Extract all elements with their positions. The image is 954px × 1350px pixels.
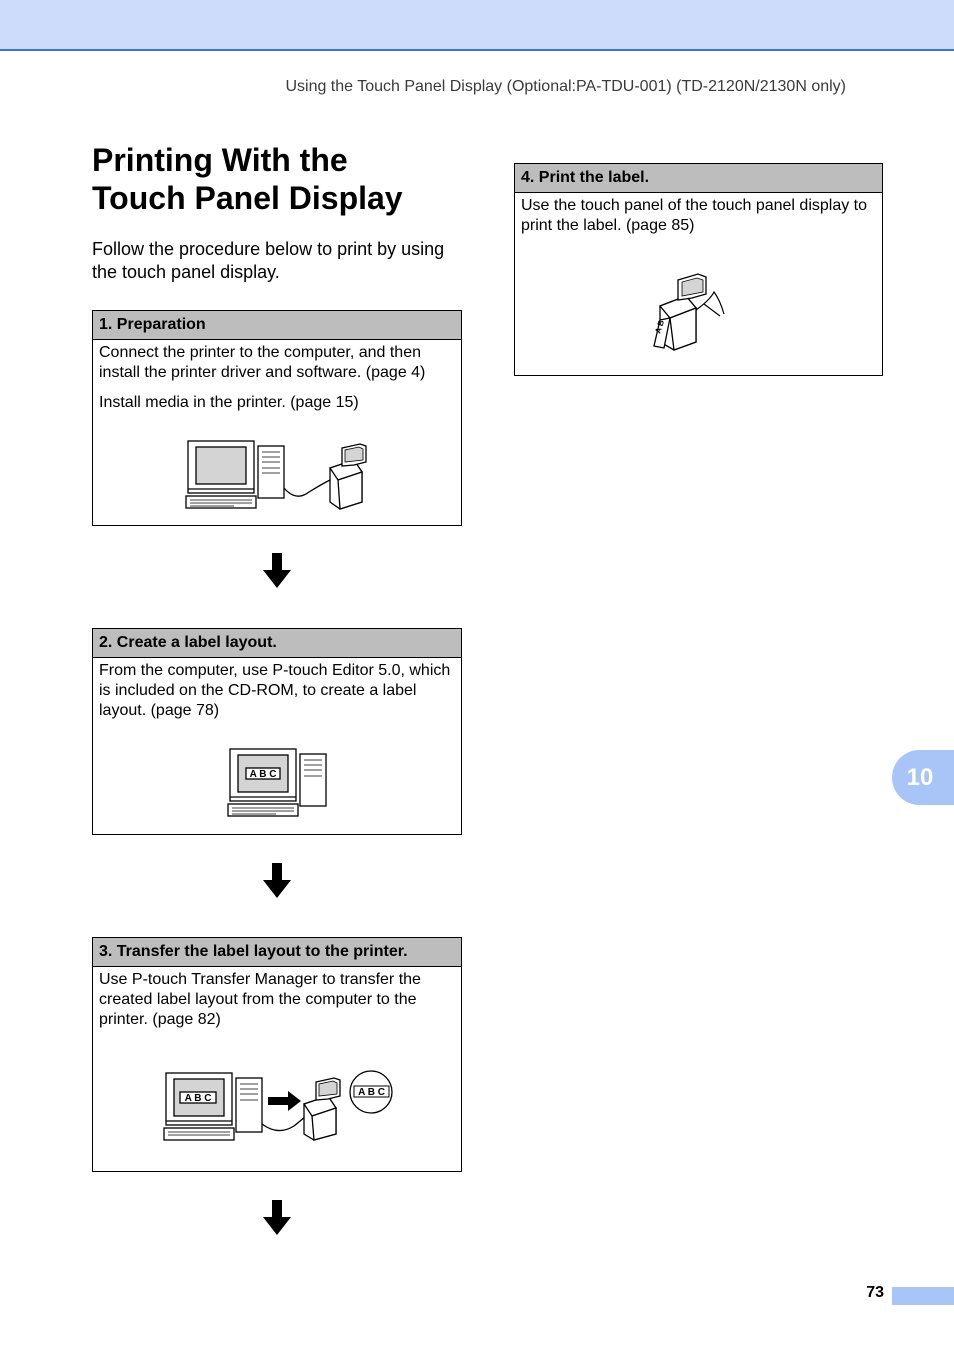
bubble-label-text: A B C: [358, 1087, 385, 1098]
chapter-tab: 10: [892, 750, 954, 805]
page-title: [92, 141, 403, 217]
step-1-text-2: Install media in the printer. (page 15): [99, 394, 359, 411]
step-3-body: [93, 967, 461, 1030]
down-arrow-1: [262, 553, 292, 589]
step-3-text-1: Use P-touch Transfer Manager to transfer the created label layout from the computer to the printer. (page 82): [99, 971, 421, 1028]
page-number-tab: [892, 1287, 954, 1305]
step-1-heading: 1. Preparation: [93, 311, 461, 340]
step-3-heading: 3. Transfer the label layout to the printer.: [93, 938, 461, 967]
screen-label-text: A B C: [249, 769, 277, 780]
print-label-illustration: [650, 270, 728, 354]
running-header: Using the Touch Panel Display (Optional:PA-TDU-001) (TD-2120N/2130N only): [285, 78, 846, 95]
down-arrow-2: [262, 863, 292, 899]
step-2-body: [93, 658, 461, 721]
step-4-heading: 4. Print the label.: [515, 164, 882, 193]
tape-label-text: A B: [653, 319, 667, 335]
step-4-text-1: Use the touch panel of the touch panel display to print the label. (page 85): [521, 197, 868, 234]
computer-label-illustration: [226, 748, 330, 822]
top-band: [0, 0, 954, 51]
step-2-text-1: From the computer, use P-touch Editor 5.0, which is included on the CD-ROM, to create a label layout. (page 78): [99, 662, 451, 719]
step-1-body: [93, 340, 461, 413]
page-title-line-1: Printing With the: [92, 142, 348, 178]
computer-printer-illustration: [184, 440, 370, 512]
step-2-heading: 2. Create a label layout.: [93, 629, 461, 658]
transfer-illustration: [160, 1068, 396, 1146]
step-1-text-1: Connect the printer to the computer, and then install the printer driver and software. (page 4): [99, 344, 426, 381]
step-4-body: [515, 193, 882, 236]
transfer-screen-label-text: A B C: [184, 1093, 212, 1104]
page-title-line-2: Touch Panel Display: [92, 180, 403, 216]
page-number: 73: [866, 1284, 884, 1301]
intro-paragraph: Follow the procedure below to print by using the touch panel display.: [92, 239, 445, 282]
down-arrow-3: [262, 1200, 292, 1236]
